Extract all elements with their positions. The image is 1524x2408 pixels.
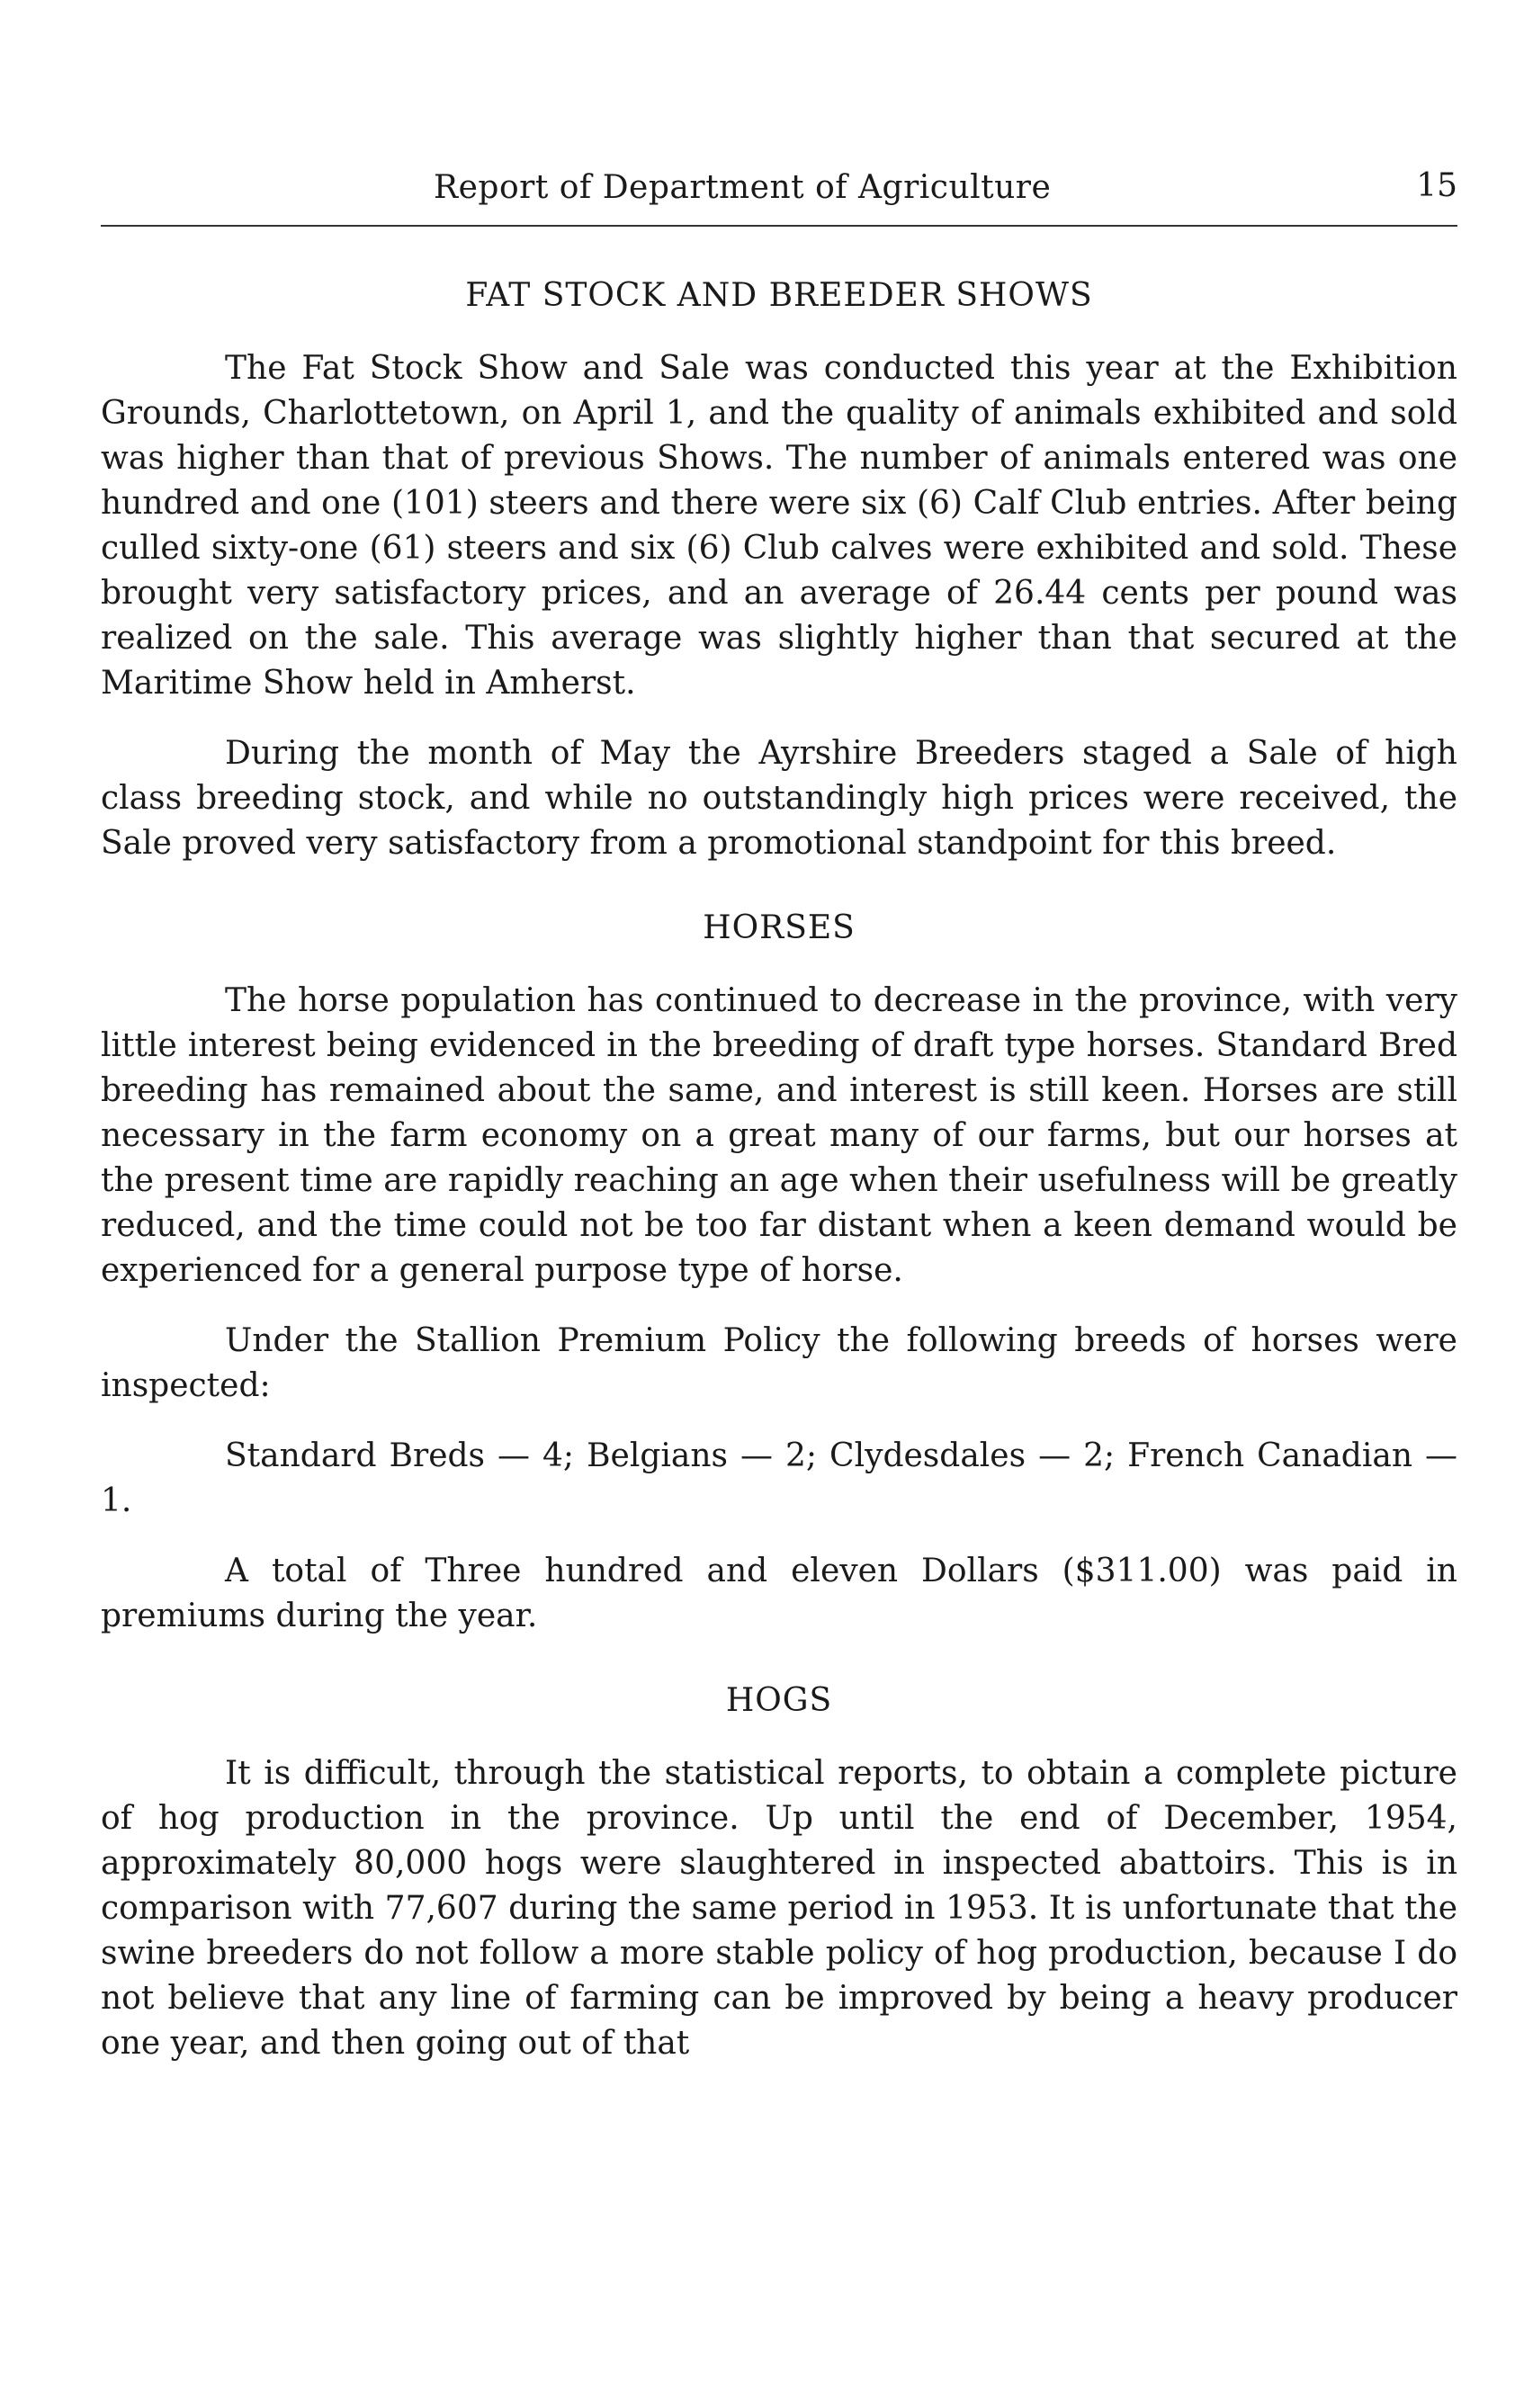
section-heading: HOGS — [725, 1682, 833, 1719]
section-heading: HORSES — [703, 909, 856, 946]
paragraph: The horse population has continued to decrease in the province, with very little interest being evidenced in the breeding of draft type horses. Standard Bred breeding has remained about the same, and interest is still keen. Horses are still necessary in the farm economy on a great many of our farms, but our horses at the present time are rapidly reaching an age when their usefulness will be greatly reduced, and the time could not be too far distant when a keen demand would be experienced for a general purpose type of horse. — [101, 982, 1457, 1289]
paragraph: During the month of May the Ayrshire Breeders staged a Sale of high class breeding stock, and while no outstandingly high prices were received, the Sale proved very satisfactory from a promotional standpoint for this breed. — [101, 735, 1457, 862]
running-title: Report of Department of Agriculture — [434, 169, 1052, 206]
paragraph: Under the Stallion Premium Policy the following breeds of horses were inspected: — [101, 1322, 1457, 1404]
paragraph: A total of Three hundred and eleven Dollars ($311.00) was paid in premiums during the year. — [101, 1553, 1457, 1634]
section-fat-stock — [101, 277, 1457, 866]
section-horses — [101, 909, 1457, 1639]
page-number: 15 — [1416, 167, 1457, 204]
document-page — [101, 162, 1457, 2091]
running-header — [101, 162, 1457, 227]
section-heading: FAT STOCK AND BREEDER SHOWS — [465, 277, 1093, 314]
section-hogs — [101, 1682, 1457, 2066]
paragraph: It is difficult, through the statistical reports, to obtain a complete picture of hog production in the province. Up until the end of December, 1954, approximately 80,000 hogs were slaughtered in inspected abattoirs. This is in comparison with 77,607 during the same period in 1953. It is unfortunate that the swine breeders do not follow a more stable policy of hog production, because I do not believe that any line of farming can be improved by being a heavy producer one year, and then going out of that — [101, 1755, 1457, 2062]
paragraph: The Fat Stock Show and Sale was conducted this year at the Exhibition Grounds, Charlottetown, on April 1, and the quality of animals exhibited and sold was higher than that of previous Shows. The number of animals entered was one hundred and one (101) steers and there were six (6) Calf Club entries. After being culled sixty-one (61) steers and six (6) Club calves were exhibited and sold. These brought very satisfactory prices, and an average of 26.44 cents per pound was realized on the sale. This average was slightly higher than that secured at the Maritime Show held in Amherst. — [101, 350, 1457, 702]
paragraph: Standard Breds — 4; Belgians — 2; Clydesdales — 2; French Canadian — 1. — [101, 1437, 1457, 1519]
